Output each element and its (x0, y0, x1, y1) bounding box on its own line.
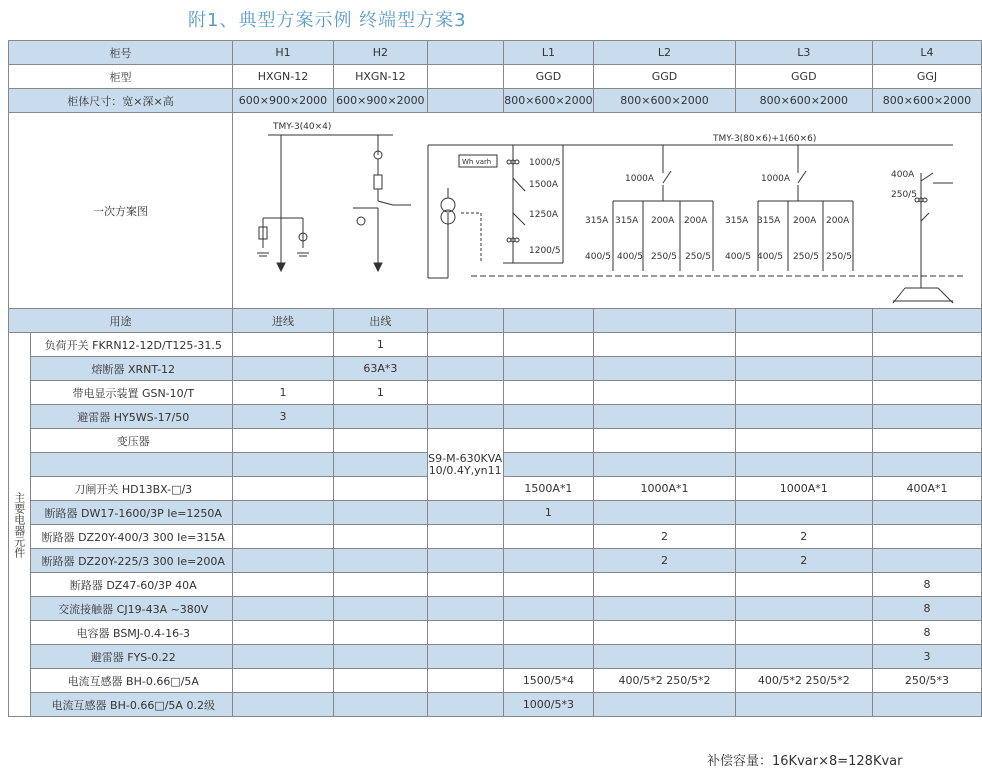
cell (503, 453, 594, 477)
l1-label-1: 1500A (528, 180, 559, 190)
hv-bus-label: TMY-3(40×4) (272, 122, 332, 132)
col-l3: L3 (735, 41, 872, 65)
cell (232, 549, 333, 573)
cell: 400/5*2 250/5*2 (594, 669, 735, 693)
component-row (9, 333, 982, 357)
cell: HXGN-12 (232, 65, 333, 89)
cell (594, 333, 735, 357)
row-label: 柜体尺寸：宽×深×高 (9, 89, 233, 113)
cell: 1000/5*3 (503, 693, 594, 717)
cell: 2 (735, 549, 872, 573)
cell (594, 453, 735, 477)
cell (503, 309, 594, 333)
cell (232, 573, 333, 597)
component-row (9, 501, 982, 525)
col-blank (427, 41, 503, 65)
cell: GGD (594, 65, 735, 89)
component-row (9, 357, 982, 381)
cell (735, 501, 872, 525)
l3-breaker-1: 315A (756, 216, 781, 226)
header-row (9, 41, 982, 65)
h2-arrow (374, 263, 382, 271)
cell: GGJ (872, 65, 981, 89)
cell (503, 573, 594, 597)
cell: 63A*3 (333, 357, 427, 381)
cell (872, 453, 981, 477)
cell (872, 405, 981, 429)
fuse-icon (374, 175, 382, 189)
cell: 进线 (232, 309, 333, 333)
component-row (9, 573, 982, 597)
h1-arrow (277, 263, 285, 271)
cell (427, 405, 503, 429)
cell (503, 381, 594, 405)
cell (232, 621, 333, 645)
l2-ct-0: 400/5 (584, 252, 611, 262)
cell (735, 405, 872, 429)
cell (735, 429, 872, 453)
cell (735, 693, 872, 717)
type-row (9, 65, 982, 89)
l3-breaker-0: 315A (724, 216, 749, 226)
l2-breaker-0: 315A (584, 216, 609, 226)
cell (232, 333, 333, 357)
lv-bus-label: TMY-3(80×6)+1(60×6) (712, 134, 817, 144)
cell (427, 333, 503, 357)
cell: 1 (232, 381, 333, 405)
cell (872, 549, 981, 573)
col-h2: H2 (333, 41, 427, 65)
l4-label-0: 400A (890, 170, 915, 180)
cell (427, 549, 503, 573)
l3-ct-1: 400/5 (756, 252, 783, 262)
cell (427, 525, 503, 549)
cell (594, 381, 735, 405)
cell (872, 693, 981, 717)
cell (232, 453, 333, 477)
cell (232, 525, 333, 549)
cell (872, 333, 981, 357)
cell (427, 621, 503, 645)
cell (594, 309, 735, 333)
component-label: 断路器 DZ20Y-400/3 300 Ie=315A (30, 525, 232, 549)
single-line-diagram (232, 113, 981, 309)
cell (503, 597, 594, 621)
cell: 800×600×2000 (872, 89, 981, 113)
component-label: 避雷器 FYS-0.22 (30, 645, 232, 669)
col-l2: L2 (594, 41, 735, 65)
l2-breaker-2: 200A (650, 216, 675, 226)
cell (735, 573, 872, 597)
component-row (9, 549, 982, 573)
cell (503, 429, 594, 453)
cell (872, 501, 981, 525)
cell (503, 357, 594, 381)
cell (232, 501, 333, 525)
cell (735, 309, 872, 333)
indicator-icon (357, 217, 365, 225)
cell: 1500A*1 (503, 477, 594, 501)
component-label: 避雷器 HY5WS-17/50 (30, 405, 232, 429)
l2-ct-2: 250/5 (650, 252, 677, 262)
l2-breaker-3: 200A (683, 216, 708, 226)
l2-ct-1: 400/5 (616, 252, 643, 262)
cell (427, 645, 503, 669)
component-row (9, 645, 982, 669)
cell: 2 (594, 549, 735, 573)
component-label: 带电显示装置 GSN-10/T (30, 381, 232, 405)
cell (735, 597, 872, 621)
cell: 400A*1 (872, 477, 981, 501)
component-row (9, 405, 982, 429)
l1-label-3: 1200/5 (528, 246, 561, 256)
group-label: 主要电器元件 (9, 333, 31, 717)
cell (503, 333, 594, 357)
l3-breaker-3: 200A (825, 216, 850, 226)
cell (232, 477, 333, 501)
diagram-row (9, 113, 982, 309)
cell (872, 525, 981, 549)
component-row (9, 525, 982, 549)
l3-ct-3: 250/5 (825, 252, 852, 262)
l3-switch-label: 1000A (760, 174, 791, 184)
cell (735, 357, 872, 381)
cell: HXGN-12 (333, 65, 427, 89)
cell: GGD (503, 65, 594, 89)
cell (427, 357, 503, 381)
cell (333, 453, 427, 477)
component-label: 熔断器 XRNT-12 (30, 357, 232, 381)
component-label: 断路器 DZ20Y-225/3 300 Ie=200A (30, 549, 232, 573)
component-label: 断路器 DW17-1600/3P Ie=1250A (30, 501, 232, 525)
cell (594, 405, 735, 429)
size-row (9, 89, 982, 113)
cell (735, 645, 872, 669)
component-label: 刀闸开关 HD13BX-□/3 (30, 477, 232, 501)
cell (594, 597, 735, 621)
cell: 800×600×2000 (594, 89, 735, 113)
cell: 2 (594, 525, 735, 549)
page-title: 附1、典型方案示例 终端型方案3 (188, 10, 467, 31)
cell (333, 573, 427, 597)
cell (594, 693, 735, 717)
diagram-label: 一次方案图 (9, 113, 233, 309)
cell: 1000A*1 (594, 477, 735, 501)
cell: 600×900×2000 (232, 89, 333, 113)
col-l4: L4 (872, 41, 981, 65)
cell (594, 357, 735, 381)
cell (333, 429, 427, 453)
cell (427, 65, 503, 89)
cell (503, 645, 594, 669)
cell (872, 357, 981, 381)
cell (503, 621, 594, 645)
spec-table (8, 40, 982, 717)
cell (427, 573, 503, 597)
transformer-spec: S9-M-630KVA 10/0.4Y,yn11 (427, 429, 503, 501)
cell (232, 645, 333, 669)
cell: GGD (735, 65, 872, 89)
cell (594, 429, 735, 453)
cell (594, 621, 735, 645)
cell (427, 693, 503, 717)
cell (427, 501, 503, 525)
row-label: 柜型 (9, 65, 233, 89)
cell (333, 597, 427, 621)
l1-label-0: 1000/5 (528, 158, 561, 168)
cell (735, 621, 872, 645)
l2-switch-label: 1000A (624, 174, 655, 184)
cell (503, 549, 594, 573)
cell (232, 429, 333, 453)
cell (594, 645, 735, 669)
row-label: 用途 (9, 309, 233, 333)
cell (232, 597, 333, 621)
l1-label-2: 1250A (528, 210, 559, 220)
cell (594, 573, 735, 597)
l3-ct-0: 400/5 (724, 252, 751, 262)
component-label: 变压器 (30, 429, 232, 453)
cell (333, 693, 427, 717)
component-label: 交流接触器 CJ19-43A ~380V (30, 597, 232, 621)
component-row (9, 381, 982, 405)
cell: 250/5*3 (872, 669, 981, 693)
l3-ct-2: 250/5 (792, 252, 819, 262)
cell (232, 357, 333, 381)
cell: 1 (333, 381, 427, 405)
cell (427, 381, 503, 405)
cell (427, 309, 503, 333)
header-label: 柜号 (9, 41, 233, 65)
circuit-svg (233, 113, 981, 308)
cell (232, 693, 333, 717)
cell (872, 309, 981, 333)
cell: 8 (872, 597, 981, 621)
component-label (30, 453, 232, 477)
cell (333, 645, 427, 669)
cell (503, 405, 594, 429)
cell (872, 381, 981, 405)
l2-breaker-1: 315A (614, 216, 639, 226)
component-row (9, 597, 982, 621)
cell (333, 525, 427, 549)
cell (427, 89, 503, 113)
cell (333, 621, 427, 645)
cell: 1 (333, 333, 427, 357)
l4-label-1: 250/5 (890, 190, 917, 200)
cell (333, 501, 427, 525)
cell (427, 669, 503, 693)
cell: 1 (503, 501, 594, 525)
col-h1: H1 (232, 41, 333, 65)
cell: 1500/5*4 (503, 669, 594, 693)
component-row (9, 693, 982, 717)
meter-label: Wh varh (461, 158, 492, 166)
use-row (9, 309, 982, 333)
compensation-note: 补偿容量：16Kvar×8=128Kvar (707, 754, 903, 769)
cell (232, 669, 333, 693)
cell (427, 597, 503, 621)
cell (333, 477, 427, 501)
l2-ct-3: 250/5 (684, 252, 711, 262)
l3-breaker-2: 200A (792, 216, 817, 226)
cell: 600×900×2000 (333, 89, 427, 113)
component-label: 电流互感器 BH-0.66□/5A 0.2级 (30, 693, 232, 717)
cell: 2 (735, 525, 872, 549)
cell: 800×600×2000 (735, 89, 872, 113)
component-label: 负荷开关 FKRN12-12D/T125-31.5 (30, 333, 232, 357)
cell: 出线 (333, 309, 427, 333)
cell: 8 (872, 573, 981, 597)
cell (735, 333, 872, 357)
col-l1: L1 (503, 41, 594, 65)
cell (503, 525, 594, 549)
cell (735, 381, 872, 405)
component-label: 断路器 DZ47-60/3P 40A (30, 573, 232, 597)
cell: 400/5*2 250/5*2 (735, 669, 872, 693)
cell (333, 549, 427, 573)
cell: 1000A*1 (735, 477, 872, 501)
cell (735, 453, 872, 477)
component-row (9, 429, 982, 453)
cell: 800×600×2000 (503, 89, 594, 113)
components-body (9, 333, 982, 717)
component-row (9, 669, 982, 693)
cell: 3 (872, 645, 981, 669)
component-row (9, 621, 982, 645)
cell (333, 669, 427, 693)
cell (872, 429, 981, 453)
cell (333, 405, 427, 429)
cell (594, 501, 735, 525)
cell: 8 (872, 621, 981, 645)
component-label: 电容器 BSMJ-0.4-16-3 (30, 621, 232, 645)
cell: 3 (232, 405, 333, 429)
component-label: 电流互感器 BH-0.66□/5A (30, 669, 232, 693)
